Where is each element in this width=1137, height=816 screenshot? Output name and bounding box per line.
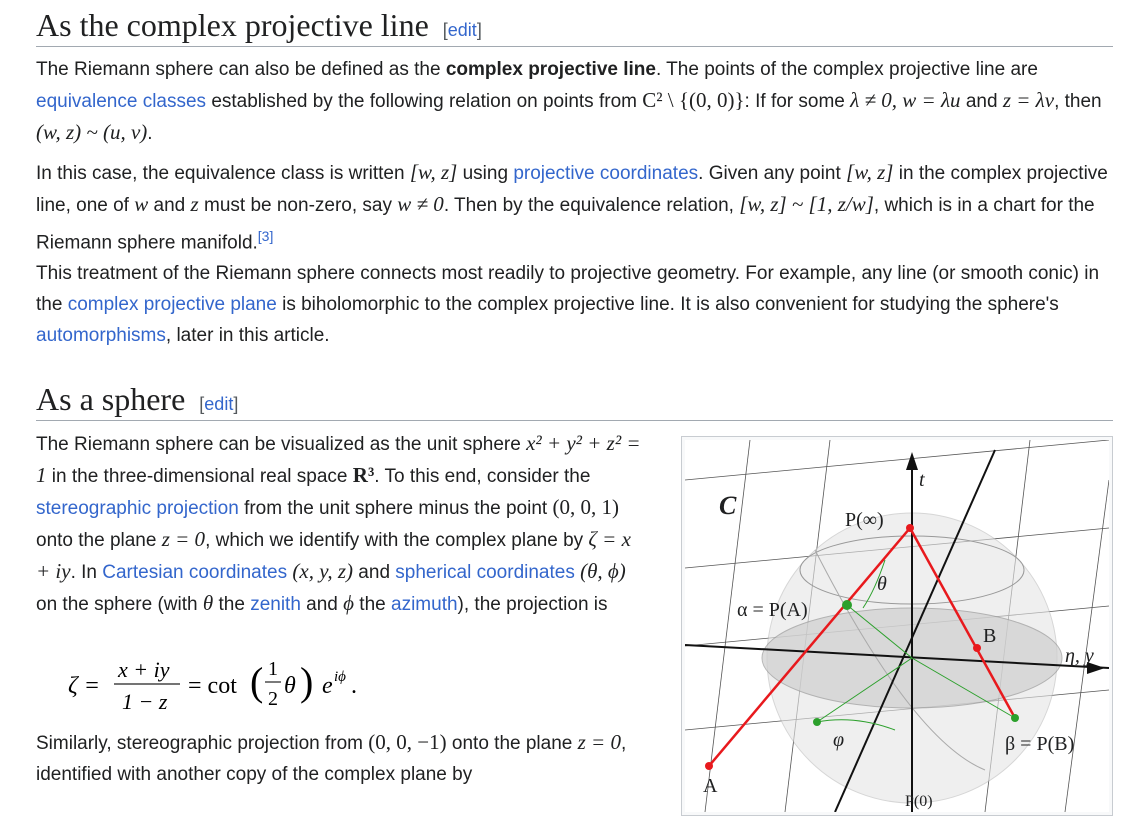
- text: onto the plane: [36, 530, 162, 551]
- edit-link[interactable]: edit: [447, 20, 477, 40]
- label-P0: P(0): [905, 793, 933, 810]
- label-B: B: [983, 625, 997, 647]
- eq-denominator: 1 − z: [122, 689, 168, 714]
- text: , identified with another copy of the complex plane by: [36, 733, 627, 785]
- eq-exp-sup: iϕ: [334, 669, 346, 685]
- edit-link-wrap: [edit]: [442, 20, 482, 40]
- section-heading-as-a-sphere: [36, 380, 1113, 421]
- eq-lparen: (: [250, 659, 264, 704]
- text: and: [148, 195, 191, 216]
- axis-arrow-icon: [906, 452, 918, 470]
- edit-link[interactable]: edit: [204, 394, 234, 414]
- math: [w, z] ~ [1, z/w]: [739, 192, 874, 216]
- point-beta: [1011, 714, 1019, 722]
- text: using: [457, 163, 514, 184]
- text: . Given any point: [698, 163, 847, 184]
- text: , later in this article.: [165, 325, 330, 346]
- eq-rparen: ): [300, 659, 314, 704]
- math: z: [190, 192, 199, 216]
- riemann-sphere-diagram: [685, 440, 1109, 812]
- math: w: [134, 192, 149, 216]
- riemann-sphere-figure[interactable]: [681, 436, 1113, 816]
- math: R³: [352, 463, 375, 487]
- math: [w, z]: [846, 160, 894, 184]
- math: x² + y² + z² = 1: [36, 431, 641, 487]
- text: in the three-dimensional real space: [46, 466, 353, 487]
- text: established by the following relation on points from: [206, 91, 643, 112]
- math: (w, z) ~ (u, v): [36, 120, 148, 144]
- text: in the complex projective line, one of: [36, 163, 1108, 216]
- math: [w, z]: [409, 160, 458, 184]
- eq-lhs: ζ =: [68, 673, 100, 699]
- label-beta: β = P(B): [1005, 733, 1075, 755]
- text: The Riemann sphere can also be defined as the: [36, 59, 446, 80]
- text: must be non-zero, say: [198, 195, 398, 216]
- label-t: t: [919, 469, 925, 491]
- paragraph: [36, 727, 641, 790]
- math: z = 0: [161, 527, 206, 551]
- point-infinity: [906, 524, 914, 532]
- point-B: [973, 644, 981, 652]
- text: This treatment of the Riemann sphere connects most readily to projective geometry. For example, any line (or smooth conic) in the: [36, 263, 1100, 315]
- link-azimuth[interactable]: azimuth: [391, 594, 458, 615]
- link-cartesian-coordinates[interactable]: Cartesian coordinates: [102, 562, 288, 583]
- text: , which is in a chart for the Riemann sphere manifold.: [36, 195, 1095, 254]
- link-stereographic-projection[interactable]: stereographic projection: [36, 498, 239, 519]
- text: In this case, the equivalence class is written: [36, 163, 410, 184]
- text: onto the plane: [446, 733, 578, 754]
- edit-link-wrap: [edit]: [199, 394, 239, 414]
- link-equivalence-classes[interactable]: equivalence classes: [36, 91, 207, 112]
- paragraph: [36, 258, 1113, 351]
- math: C² \ {(0, 0)}: [642, 88, 745, 112]
- text: The Riemann sphere can be visualized as the unit sphere: [36, 434, 527, 455]
- text: , which we identify with the complex plane by: [205, 530, 589, 551]
- text: . The points of the complex projective line are: [655, 59, 1038, 80]
- label-P-infinity: P(∞): [845, 509, 884, 531]
- label-alpha: α = P(A): [737, 599, 808, 621]
- eq-half-den: 2: [268, 688, 278, 710]
- eq-exp: e: [322, 673, 333, 699]
- text: is biholomorphic to the complex projective line. It is also convenient for studying the sphere's: [276, 294, 1059, 315]
- label-phi: φ: [833, 729, 845, 751]
- projection-equation: [68, 653, 388, 723]
- paragraph: [36, 157, 1113, 258]
- eq-theta: θ: [284, 673, 296, 699]
- eq-cot: = cot: [188, 673, 237, 699]
- text: the: [213, 594, 251, 615]
- label-C: C: [719, 491, 737, 520]
- text: and: [960, 91, 1003, 112]
- eq-end: .: [351, 673, 357, 699]
- label-theta: θ: [877, 573, 887, 595]
- math: (0, 0, 1): [552, 495, 619, 519]
- math: ϕ: [343, 591, 355, 615]
- math: z = λv: [1002, 88, 1055, 112]
- equation-svg: [68, 653, 388, 717]
- math: w ≠ 0: [397, 192, 444, 216]
- point-phi: [813, 718, 821, 726]
- section-heading-projective-line: [36, 6, 1113, 47]
- math: (x, y, z): [292, 559, 354, 583]
- math: (θ, ϕ): [580, 559, 626, 583]
- paragraph: [36, 54, 1113, 149]
- eq-numerator: x + iy: [118, 657, 170, 682]
- label-A: A: [703, 775, 718, 797]
- label-eta: η, y: [1065, 645, 1094, 667]
- link-projective-coordinates[interactable]: projective coordinates: [513, 163, 699, 184]
- math: (0, 0, −1): [368, 730, 447, 754]
- text: : If for some: [744, 91, 851, 112]
- math: θ: [202, 591, 214, 615]
- text: . To this end, consider the: [374, 466, 591, 487]
- text: on the sphere (with: [36, 594, 203, 615]
- text: and: [300, 594, 344, 615]
- paragraph: [36, 428, 641, 620]
- link-spherical-coordinates[interactable]: spherical coordinates: [395, 562, 575, 583]
- text: and: [353, 562, 396, 583]
- text: , then: [1054, 91, 1102, 112]
- heading-text: As the complex projective line: [36, 7, 429, 43]
- eq-half-num: 1: [268, 658, 278, 680]
- math: z = 0: [577, 730, 621, 754]
- text: .: [147, 123, 153, 144]
- text: Similarly, stereographic projection from: [36, 733, 369, 754]
- bold-term: complex projective line: [445, 59, 656, 80]
- text: ), the projection is: [457, 594, 608, 615]
- link-complex-projective-plane[interactable]: complex projective plane: [67, 294, 277, 315]
- link-automorphisms[interactable]: automorphisms: [36, 325, 166, 346]
- text: the: [354, 594, 392, 615]
- link-zenith[interactable]: zenith: [250, 594, 301, 615]
- text: . In: [70, 562, 103, 583]
- point-alpha: [842, 600, 852, 610]
- math: λ ≠ 0, w = λu: [850, 88, 961, 112]
- point-A: [705, 762, 713, 770]
- heading-text: As a sphere: [36, 381, 186, 417]
- reference-link[interactable]: [3]: [257, 228, 274, 244]
- text: from the unit sphere minus the point: [238, 498, 553, 519]
- text: . Then by the equivalence relation,: [443, 195, 740, 216]
- math: ζ = x + iy: [36, 527, 631, 583]
